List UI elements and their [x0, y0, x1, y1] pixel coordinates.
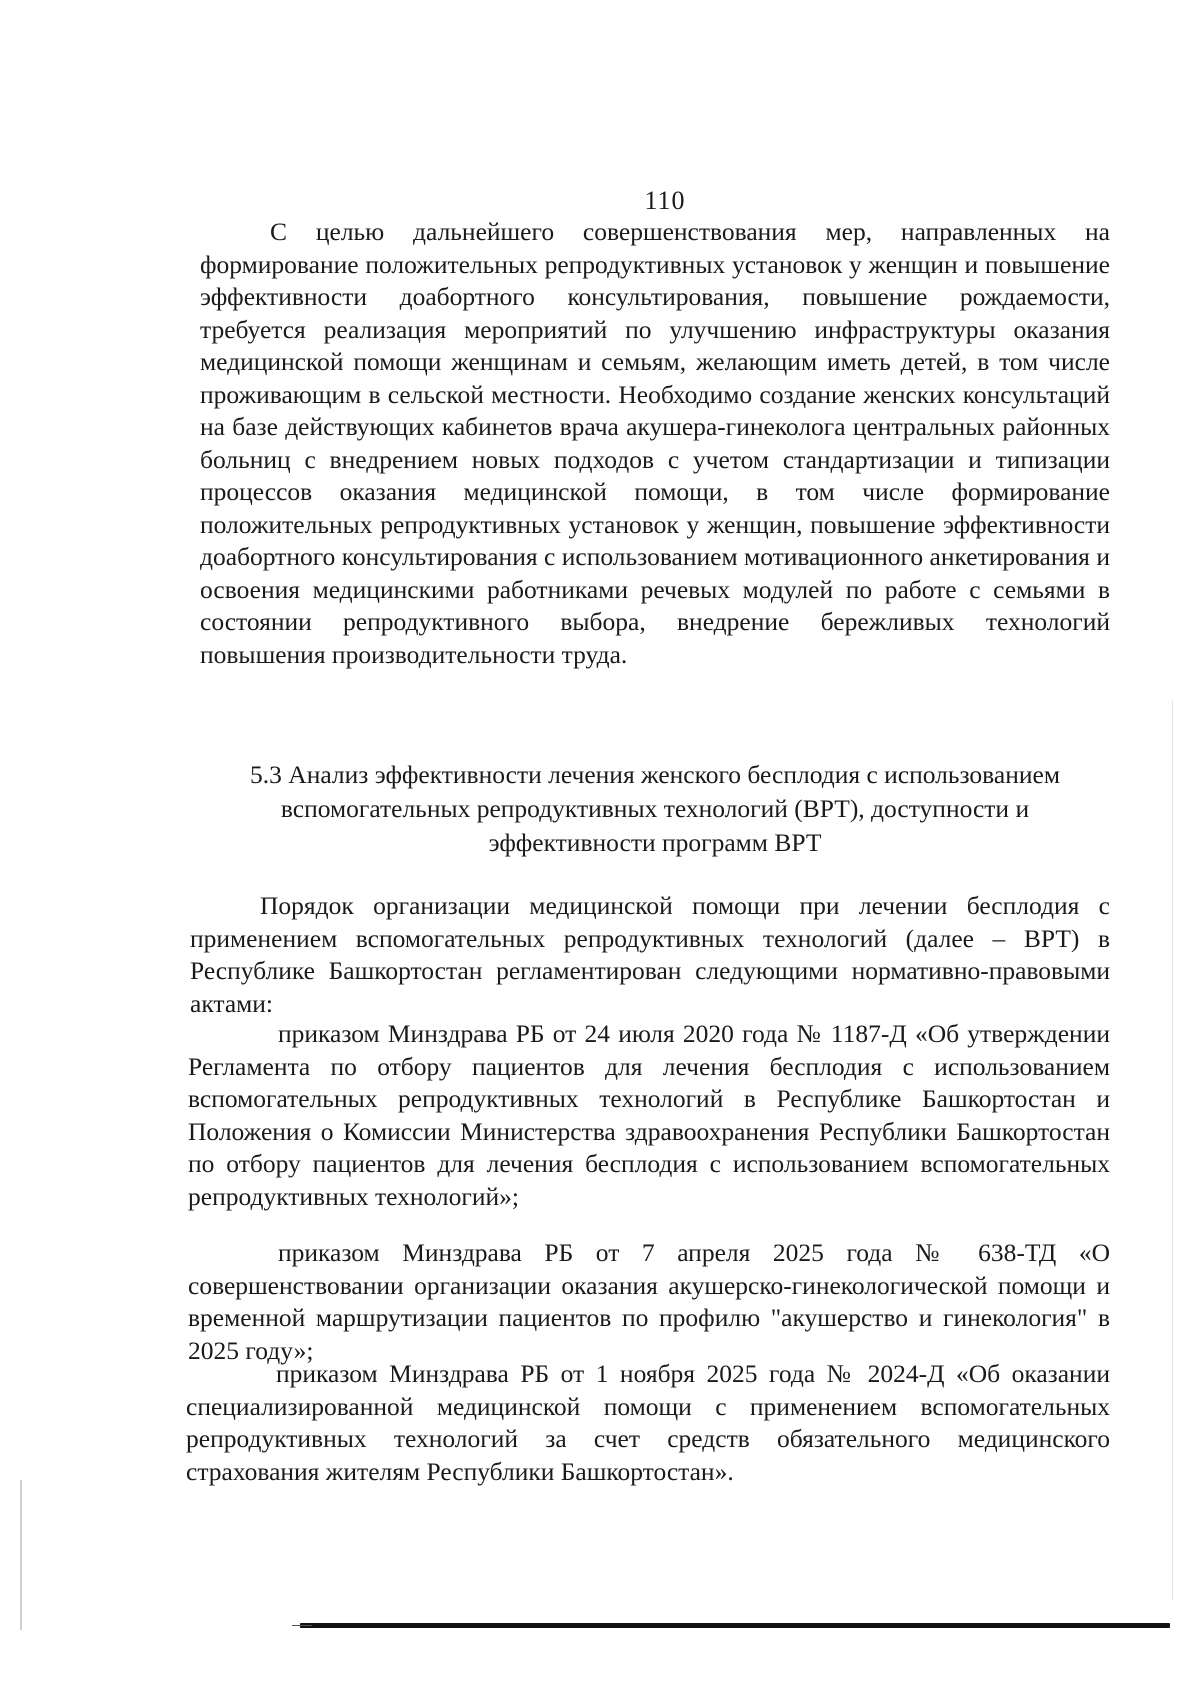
- order-intro-paragraph: [190, 890, 1110, 1020]
- legal-act-item: [188, 1018, 1110, 1213]
- legal-act-item: [186, 1358, 1110, 1488]
- intro-paragraph: [200, 216, 1110, 671]
- legal-act-text: приказом Минздрава РБ от 7 апреля 2025 года № 638-ТД «О совершенствовании организации оказания акушерско-гинекологической помощи и временной маршрутизации пациентов по профилю "акушерство и гинекология" в 2025 году»;: [188, 1238, 1110, 1365]
- legal-act-text: приказом Минздрава РБ от 1 ноября 2025 года № 2024-Д «Об оказании специализированной медицинской помощи с применением вспомогательных репродуктивных технологий за счет средств обязательного медицинского страхования жителям Республики Башкортостан».: [186, 1359, 1110, 1486]
- footer-rule: [300, 1623, 1170, 1628]
- legal-act-text: приказом Минздрава РБ от 24 июля 2020 года № 1187-Д «Об утверждении Регламента по отбору пациентов для лечения бесплодия с использованием вспомогательных репродуктивных технологий в Республике Башкортостан и Положения о Комиссии Министерства здравоохранения Республики Башкортостан по отбору пациентов для лечения бесплодия с использованием вспомогательных репродуктивных технологий»;: [188, 1019, 1110, 1211]
- intro-paragraph-text: С целью дальнейшего совершенствования мер, направленных на формирование положительных репродуктивных установок у женщин и повышение эффективности доабортного консультирования, повышение рождаемости, требуется реализация мероприятий по улучшению инфраструктуры оказания медицинской помощи женщинам и семьям, желающим иметь детей, в том числе проживающим в сельской местности. Необходимо создание женских консультаций на базе действующих кабинетов врача акушера-гинеколога центральных районных больниц с внедрением новых подходов с учетом стандартизации и типизации процессов оказания медицинской помощи, в том числе формирование положительных репродуктивных установок у женщин, повышение эффективности доабортного консультирования с использованием мотивационного анкетирования и освоения медицинскими работниками речевых модулей по работе с семьями в состоянии репродуктивного выбора, внедрение бережливых технологий повышения производительности труда.: [200, 217, 1110, 669]
- scan-edge-left: [20, 1480, 22, 1630]
- page-number: 110: [644, 186, 686, 215]
- section-heading: 5.3 Анализ эффективности лечения женского бесплодия с использованием вспомогательных репродуктивных технологий (ВРТ), доступности и эффективности программ ВРТ: [250, 760, 1060, 857]
- order-intro-text: Порядок организации медицинской помощи при лечении бесплодия с применением вспомогательных репродуктивных технологий (далее – ВРТ) в Республике Башкортостан регламентирован следующими нормативно-правовыми актами:: [190, 891, 1110, 1018]
- scan-edge-right: [1172, 700, 1173, 1600]
- legal-act-item: [188, 1237, 1110, 1367]
